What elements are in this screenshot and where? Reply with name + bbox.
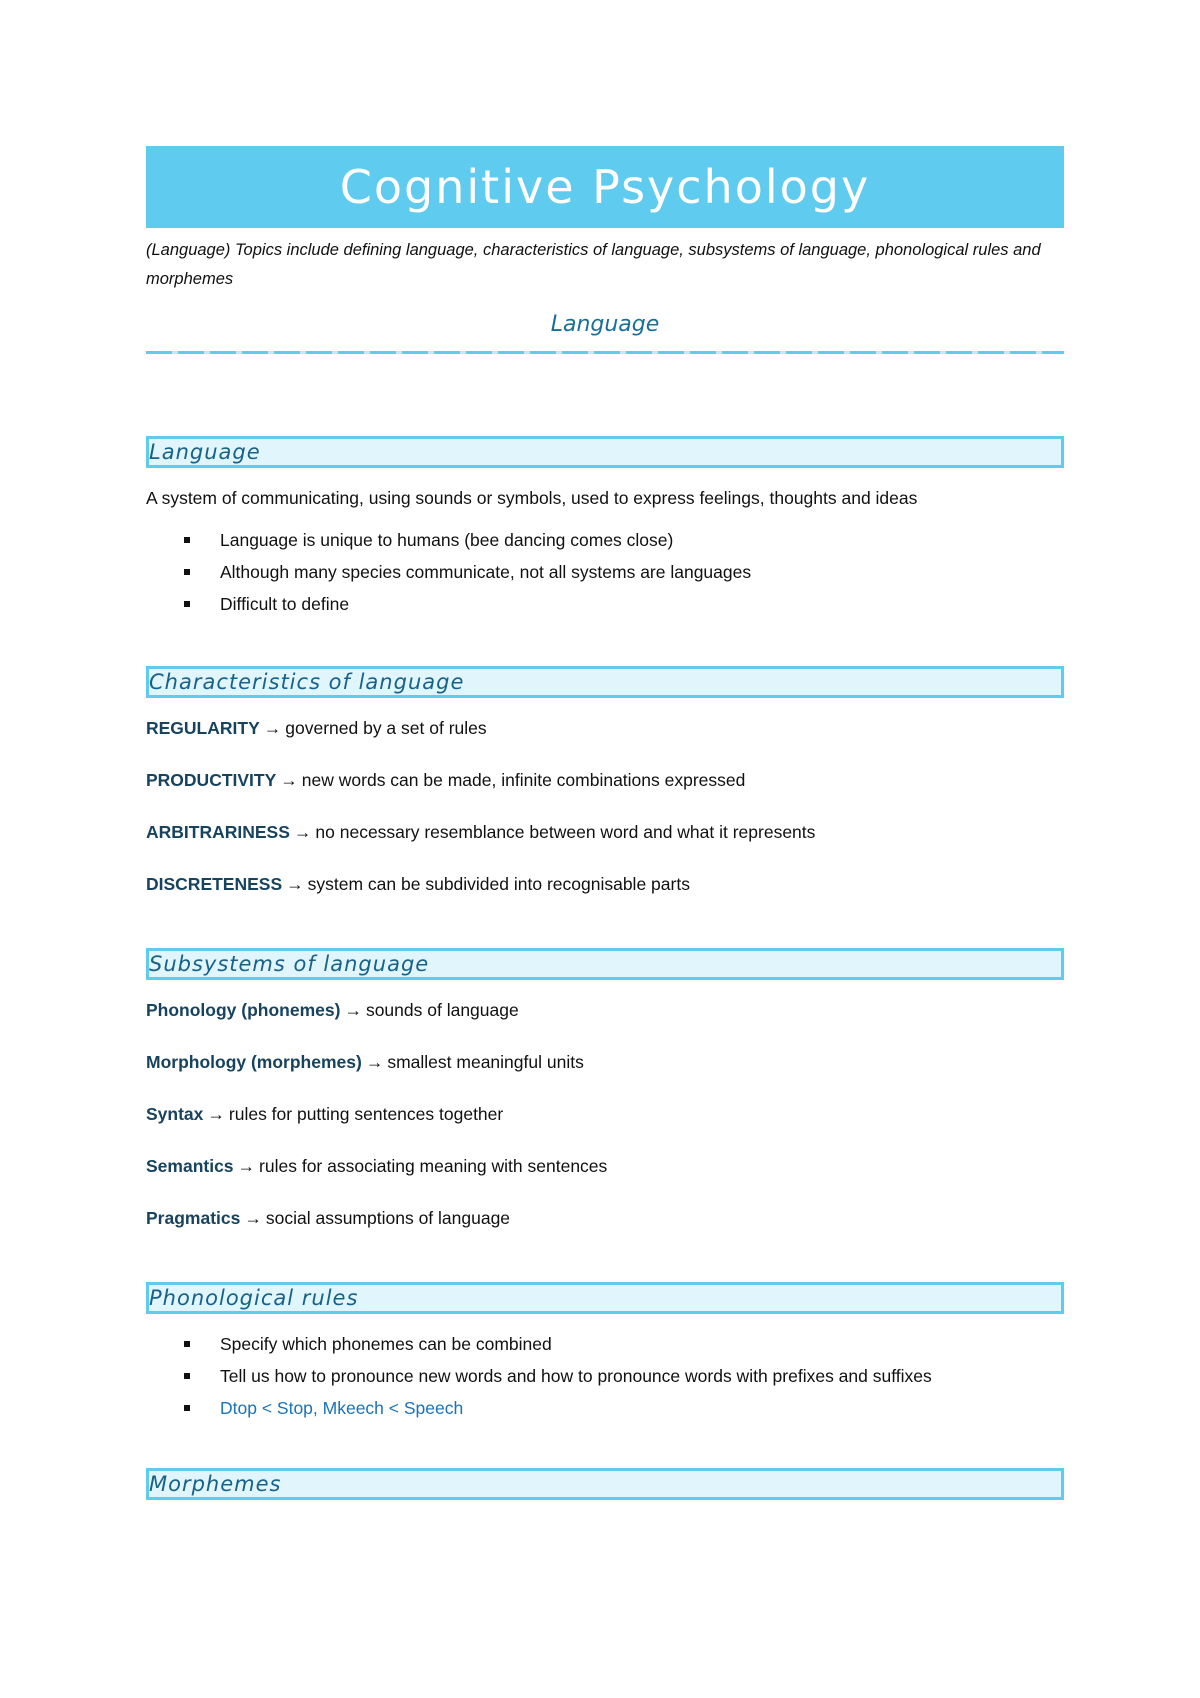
subsystem-row	[146, 1154, 1064, 1178]
term-description: governed by a set of rules	[285, 718, 487, 738]
list-item: Specify which phonemes can be combined	[146, 1328, 1064, 1360]
characteristics-list	[146, 716, 1064, 896]
language-definition: A system of communicating, using sounds or symbols, used to express feelings, thoughts and ideas	[146, 488, 918, 508]
term-description: rules for associating meaning with sentences	[259, 1156, 608, 1176]
characteristic-row	[146, 872, 1064, 896]
subsystem-row	[146, 1206, 1064, 1230]
arrow-icon: →	[293, 822, 312, 842]
document-page	[146, 146, 1064, 1500]
section-phonological-rules	[146, 1282, 1064, 1424]
arrow-icon: →	[263, 718, 282, 738]
term-description: sounds of language	[365, 1000, 519, 1020]
list-item: Tell us how to pronounce new words and how to pronounce words with prefixes and suffixes	[146, 1360, 1064, 1392]
term-label: Syntax	[146, 1104, 204, 1124]
section-heading-subsystems: Subsystems of language	[146, 948, 1064, 980]
term-label: Morphology (morphemes)	[146, 1052, 362, 1072]
term-description: no necessary resemblance between word and what it represents	[315, 822, 816, 842]
term-label: Semantics	[146, 1156, 234, 1176]
characteristic-row	[146, 768, 1064, 792]
term-label: PRODUCTIVITY	[146, 770, 277, 790]
term-label: REGULARITY	[146, 718, 260, 738]
dashed-divider	[146, 351, 1064, 354]
section-heading-characteristics: Characteristics of language	[146, 666, 1064, 698]
term-description: new words can be made, infinite combinations expressed	[301, 770, 746, 790]
arrow-icon: →	[207, 1104, 225, 1124]
title-banner	[146, 146, 1064, 228]
list-item: Language is unique to humans (bee dancing comes close)	[146, 524, 1064, 556]
subsystems-list	[146, 998, 1064, 1230]
characteristic-row	[146, 820, 1064, 844]
arrow-icon: →	[237, 1156, 256, 1176]
arrow-icon: →	[280, 770, 298, 790]
list-item: Difficult to define	[146, 588, 1064, 620]
section-language	[146, 436, 1064, 620]
characteristic-row	[146, 716, 1064, 740]
term-description: social assumptions of language	[265, 1208, 511, 1228]
section-heading-morphemes: Morphemes	[146, 1468, 1064, 1500]
term-label: ARBITRARINESS	[146, 822, 290, 842]
document-title: Cognitive Psychology	[339, 160, 871, 214]
term-label: Pragmatics	[146, 1208, 241, 1228]
term-description: system can be subdivided into recognisable parts	[307, 874, 690, 894]
section-subsystems	[146, 948, 1064, 1230]
arrow-icon: →	[365, 1052, 384, 1072]
document-subtitle: (Language) Topics include defining language, characteristics of language, subsystems of language, phonological rules and morphemes	[146, 241, 1041, 288]
document-heading: Language	[550, 312, 660, 337]
list-item: Although many species communicate, not all systems are languages	[146, 556, 1064, 588]
term-description: rules for putting sentences together	[228, 1104, 504, 1124]
language-bullet-list	[146, 524, 1064, 620]
subsystem-row	[146, 998, 1064, 1022]
list-item-example: Dtop < Stop, Mkeech < Speech	[146, 1392, 1064, 1424]
arrow-icon: →	[344, 1000, 362, 1020]
phonological-bullet-list	[146, 1328, 1064, 1424]
term-label: DISCRETENESS	[146, 874, 283, 894]
section-characteristics	[146, 666, 1064, 896]
subsystem-row	[146, 1050, 1064, 1074]
section-morphemes	[146, 1468, 1064, 1500]
term-description: smallest meaningful units	[387, 1052, 584, 1072]
subsystem-row	[146, 1102, 1064, 1126]
arrow-icon: →	[244, 1208, 262, 1228]
arrow-icon: →	[286, 874, 304, 894]
term-label: Phonology (phonemes)	[146, 1000, 341, 1020]
section-heading-language: Language	[146, 436, 1064, 468]
section-heading-phonological-rules: Phonological rules	[146, 1282, 1064, 1314]
